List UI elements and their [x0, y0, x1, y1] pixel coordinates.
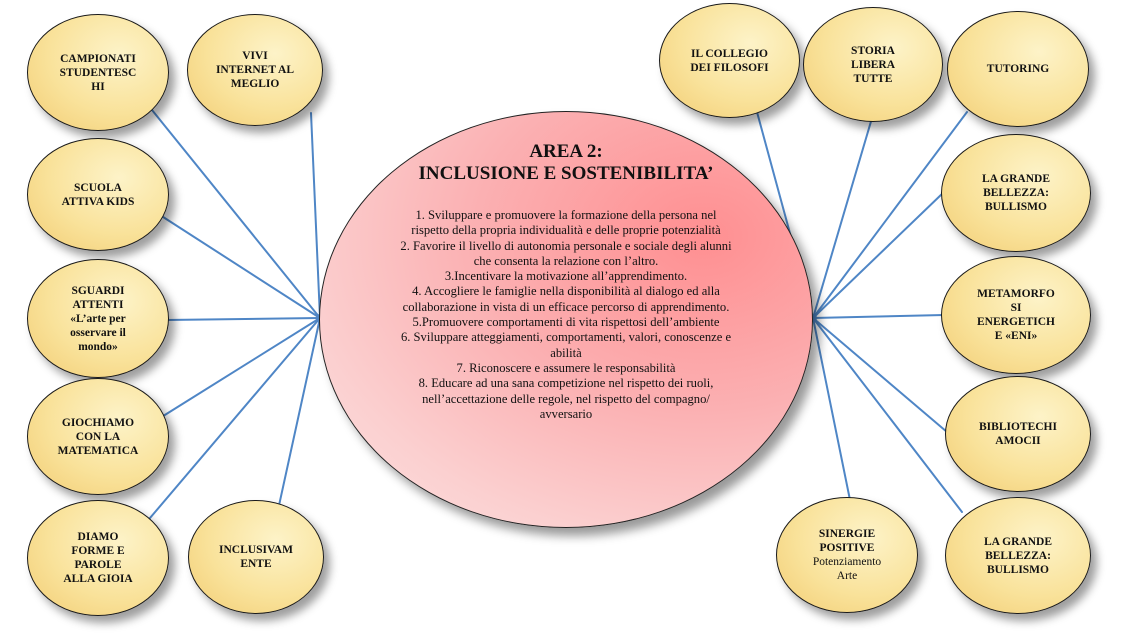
- node-storia-libera-tutte: [803, 7, 943, 122]
- node-collegio-filosofi: [659, 3, 800, 118]
- node-vivi-internet: [187, 14, 323, 126]
- connector-diamo-forme: [150, 318, 320, 518]
- goal-item: 5.Promuovere comportamenti di vita rispettosi dell’ambiente: [412, 315, 720, 330]
- node-tutoring-label: TUTORING: [986, 63, 1050, 75]
- node-scuola-attiva-kids: [27, 138, 169, 251]
- node-bibliotechiamoci-label: BIBLIOTECHI AMOCII: [979, 421, 1057, 447]
- node-campionati-label: CAMPIONATI STUDENTESC HI: [59, 52, 137, 93]
- center-title: AREA 2: INCLUSIONE E SOSTENIBILITA’: [418, 141, 714, 184]
- node-sguardi-attenti: [27, 259, 169, 378]
- node-inclusivamente: [188, 500, 324, 614]
- node-sinergie-subtitle: Potenziamento Arte: [812, 556, 882, 582]
- node-grande-bellezza-bottom-label: LA GRANDE BELLEZZA: BULLISMO: [983, 535, 1053, 576]
- goal-item: 3.Incentivare la motivazione all’apprendimento.: [444, 269, 688, 284]
- node-metamorfosi-energetiche: [941, 256, 1091, 374]
- center-goals-list: [398, 208, 734, 422]
- node-diamo-forme-parole: [27, 500, 169, 616]
- node-inclusivamente-label: INCLUSIVAM ENTE: [219, 544, 293, 570]
- node-grande-bellezza-top-label: LA GRANDE BELLEZZA: BULLISMO: [981, 173, 1051, 213]
- goal-item: 4. Accogliere le famiglie nella disponibilità al dialogo ed alla collaborazione in vista di un efficace percorso di apprendimento.: [402, 284, 730, 314]
- node-sinergie-positive: [776, 497, 918, 613]
- node-sinergie-title: SINERGIE POSITIVE: [818, 528, 876, 554]
- node-scuola-attiva-label: SCUOLA ATTIVA KIDS: [61, 181, 135, 208]
- node-sguardi-attenti-label: SGUARDI ATTENTI «L’arte per osservare il mondo»: [70, 284, 126, 353]
- connector-campionati: [152, 110, 320, 318]
- connector-metamorfosi: [813, 315, 944, 318]
- node-giochiamo-label: GIOCHIAMO CON LA MATEMATICA: [57, 416, 139, 457]
- connector-sguardi-attenti: [166, 318, 320, 320]
- node-bibliotechiamoci: [945, 376, 1091, 492]
- goal-item: 7. Riconoscere e assumere le responsabilità: [456, 360, 676, 375]
- node-giochiamo-matematica: [27, 378, 169, 495]
- node-metamorfosi-label: METAMORFO SI ENERGETICH E «ENI»: [977, 288, 1055, 342]
- node-grande-bellezza-bottom: [945, 497, 1091, 614]
- goal-item: 1. Sviluppare e promuovere la formazione della persona nel rispetto della propria individualità e delle proprie potenzialità: [411, 208, 721, 238]
- node-diamo-forme-label: DIAMO FORME E PAROLE ALLA GIOIA: [63, 531, 133, 585]
- connector-grande-bellezza-2: [813, 318, 962, 512]
- node-storia-libera-label: STORIA LIBERA TUTTE: [850, 44, 896, 85]
- connector-grande-bellezza-1: [813, 192, 944, 318]
- connector-inclusivamente: [278, 318, 320, 510]
- goal-item: 2. Favorire il livello di autonomia personale e sociale degli alunni che consenta la relazione con l’altro.: [400, 238, 732, 268]
- node-grande-bellezza-top: [941, 134, 1091, 252]
- connector-storia-libera: [813, 118, 872, 318]
- connector-vivi-internet: [311, 113, 320, 318]
- node-vivi-internet-label: VIVI INTERNET AL MEGLIO: [215, 50, 295, 90]
- goal-item: 8. Educare ad una sana competizione nel rispetto dei ruoli, nell’accettazione delle regole, nel rispetto del compagno/ avversario: [418, 376, 714, 421]
- connector-giochiamo: [160, 318, 320, 418]
- center-area-2: [319, 111, 813, 528]
- node-tutoring: [947, 11, 1089, 127]
- connector-tutoring: [813, 112, 967, 318]
- node-collegio-filosofi-label: IL COLLEGIO DEI FILOSOFI: [690, 47, 769, 74]
- connector-scuola-attiva: [160, 215, 320, 318]
- node-campionati-studenteschi: [27, 14, 169, 131]
- goal-item: 6. Sviluppare atteggiamenti, comportamenti, valori, conoscenze e abilità: [400, 330, 732, 360]
